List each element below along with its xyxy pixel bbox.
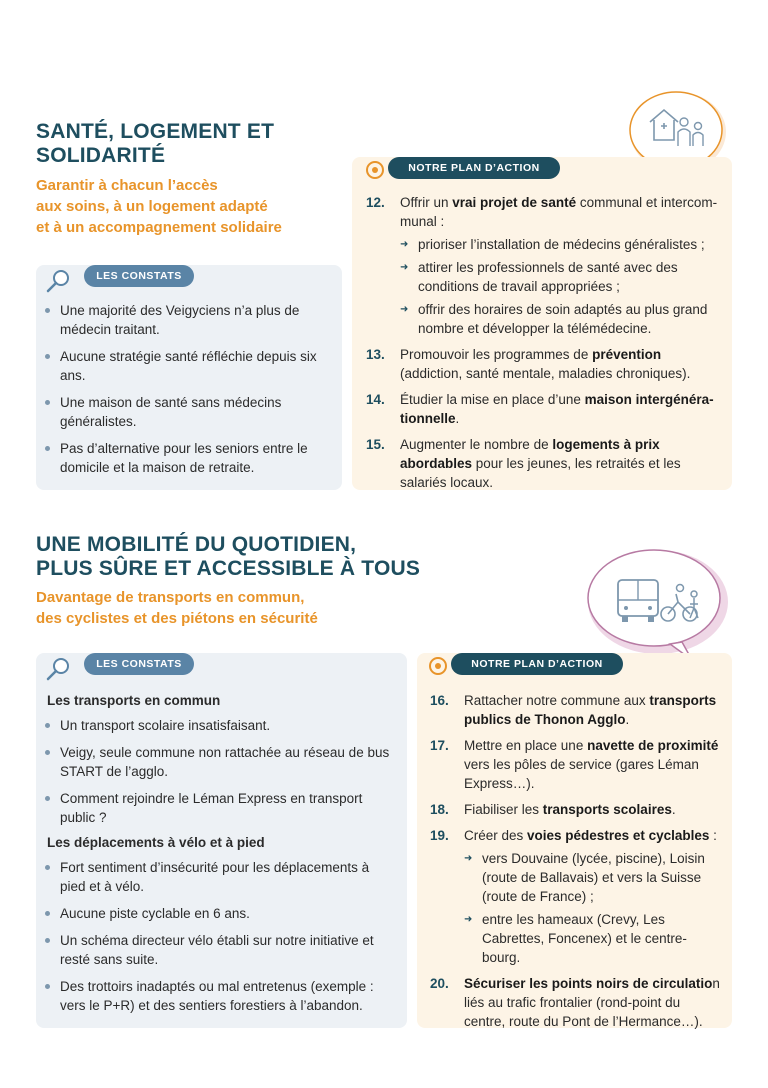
section2-subtitle: Davantage de transports en commun, des cyclistes et des piétons en sécurité (36, 589, 318, 627)
constats-label: LES CONSTATS (84, 653, 194, 675)
plan-item-13: 13. Promouvoir les programmes de prévention (addiction, santé mentale, maladies chroniques). (366, 347, 691, 381)
list-item: Un transport scolaire insatisfaisant. (36, 716, 395, 735)
plan-item-17: 17. Mettre en place une navette de proximité vers les pôles de service (gares Léman Express…). (430, 738, 719, 791)
constats-list (36, 301, 326, 485)
plan-box-mobility (417, 653, 732, 1028)
magnifier-icon (44, 267, 74, 295)
plan-item-19: 19. Créer des voies pédestres et cyclables : ➜ vers Douvaine (lycée, piscine), Loisin (route de Ballavais) et vers la Suisse (route de France) ; ➜ entre les hameaux (Crevy, Les Cabrettes, Foncenex) et le centre-bourg. (430, 826, 720, 967)
constats-content (47, 687, 395, 1023)
section1-subtitle: Garantir à chacun l’accès aux soins, à un logement adapté et à un accompagnement solidaire (36, 177, 282, 236)
sub-item: ➜ entre les hameaux (Crevy, Les Cabrettes, Foncenex) et le centre-bourg. (464, 910, 720, 967)
section2-title: UNE MOBILITÉ DU QUOTIDIEN, PLUS SÛRE ET ACCESSIBLE À TOUS (36, 533, 421, 580)
constats-label: LES CONSTATS (84, 265, 194, 287)
section1-title: SANTÉ, LOGEMENT ET SOLIDARITÉ (36, 120, 275, 167)
magnifier-icon (44, 655, 74, 683)
sub-item: ➜ attirer les professionnels de santé avec des conditions de travail appropriées ; (400, 258, 720, 296)
target-icon (366, 161, 384, 179)
list-item: Une maison de santé sans médecins généralistes. (36, 393, 326, 431)
constats-box-health (36, 265, 342, 490)
plan-item-18: 18. Fiabiliser les transports scolaires. (430, 802, 676, 817)
list-item: Des trottoirs inadaptés ou mal entretenus (exemple : vers le P+R) et des sentiers forestiers à l’abandon. (36, 977, 395, 1015)
sub-item: ➜ offrir des horaires de soin adaptés au plus grand nombre et développer la télémédecine. (400, 300, 720, 338)
constats-list (36, 716, 395, 827)
target-icon (429, 657, 447, 675)
sub-list (464, 849, 720, 967)
bus-bike-icon (584, 548, 734, 663)
plan-item-16: 16. Rattacher notre commune aux transports publics de Thonon Agglo. (430, 693, 717, 727)
list-item: Comment rejoindre le Léman Express en transport public ? (36, 789, 395, 827)
sub-item: ➜ prioriser l’installation de médecins généralistes ; (400, 235, 720, 254)
plan-item-14: 14. Étudier la mise en place d’une maison intergénérationnelle. (366, 392, 714, 426)
list-item: Un schéma directeur vélo établi sur notre initiative et resté sans suite. (36, 931, 395, 969)
plan-box-health (352, 157, 732, 490)
list-item: Une majorité des Veigyciens n’a plus de médecin traitant. (36, 301, 326, 339)
list-item: Pas d’alternative pour les seniors entre le domicile et la maison de retraite. (36, 439, 326, 477)
plan-item-20: 20. Sécuriser les points noirs de circulation liés au trafic frontalier (rond-point du centre, route du Pont de l’Hermance…). (430, 976, 720, 1029)
list-item: Fort sentiment d’insécurité pour les déplacements à pied et à vélo. (36, 858, 395, 896)
plan-item-12: 12. Offrir un vrai projet de santé communal et intercommunal : ➜ prioriser l’installation de médecins généralistes ; ➜ attirer les professionnels de santé avec des conditions de travail appropriées ; ➜ offrir des horaires de soin adaptés au plus grand nombre et développer la télémédecine. (366, 193, 720, 338)
plan-label: NOTRE PLAN D’ACTION (451, 653, 623, 675)
sub-list (400, 235, 720, 338)
list-item: Aucune stratégie santé réfléchie depuis six ans. (36, 347, 326, 385)
list-item: Veigy, seule commune non rattachée au réseau de bus START de l’agglo. (36, 743, 395, 781)
plan-list (366, 193, 720, 499)
constats-list (36, 858, 395, 1015)
constats-box-mobility (36, 653, 407, 1028)
list-item: Aucune piste cyclable en 6 ans. (36, 904, 395, 923)
plan-list (430, 691, 720, 1038)
plan-item-15: 15. Augmenter le nombre de logements à prix abordables pour les jeunes, les retraités et les salariés locaux. (366, 437, 681, 490)
plan-label: NOTRE PLAN D’ACTION (388, 157, 560, 179)
sub-item: ➜ vers Douvaine (lycée, piscine), Loisin (route de Ballavais) et vers la Suisse (route de France) ; (464, 849, 720, 906)
group-title: Les transports en commun (47, 693, 221, 708)
group-title: Les déplacements à vélo et à pied (47, 835, 265, 850)
